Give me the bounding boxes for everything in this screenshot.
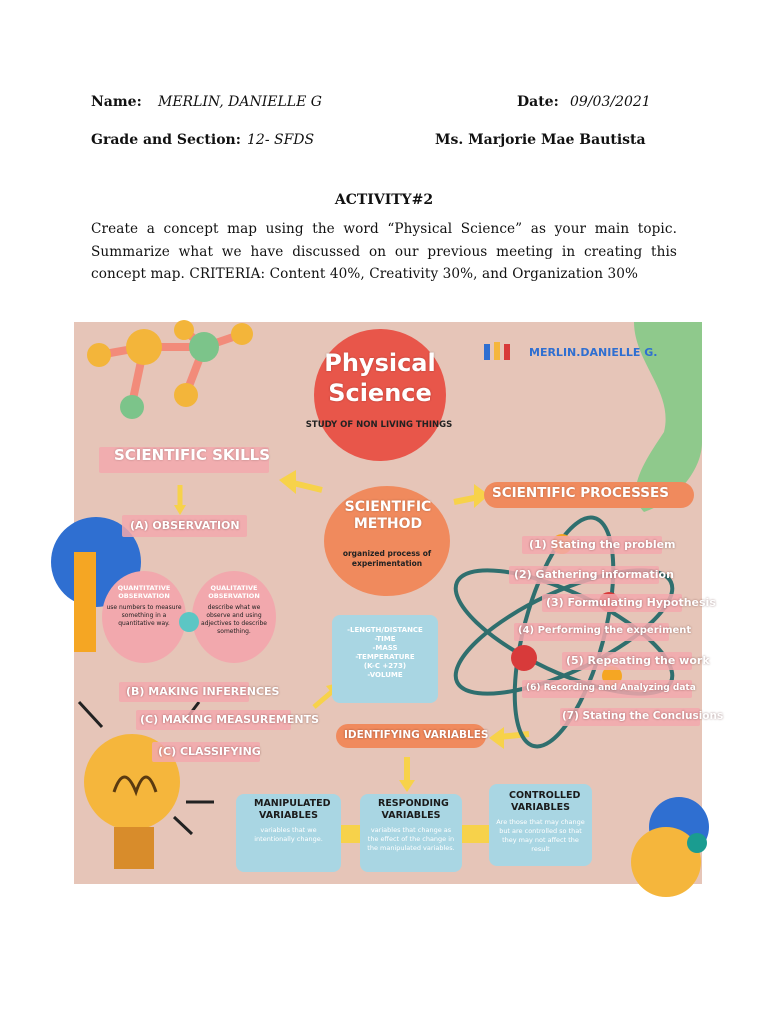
responding-title: RESPONDING VARIABLES	[378, 798, 449, 821]
grade-value: 12- SFDS	[247, 132, 315, 148]
quantitative-desc: use numbers to measure something in a quantitative way.	[106, 604, 182, 627]
name-value: MERLIN, DANIELLE G	[158, 94, 322, 110]
qualitative-desc: describe what we observe and using adjectives to describe something.	[201, 604, 267, 635]
manipulated-node	[236, 798, 341, 844]
measure-item: -LENGTH/DISTANCE	[347, 626, 423, 634]
measure-item: -TEMPERATURE	[355, 653, 415, 661]
controlled-node	[489, 790, 592, 854]
main-subtitle: STUDY OF NON LIVING THINGS	[305, 420, 453, 430]
method-line2: METHOD	[353, 516, 423, 532]
identifying-label: IDENTIFYING VARIABLES	[344, 729, 489, 741]
activity-title: ACTIVITY#2	[334, 192, 434, 208]
method-desc: organized process of experimentation	[342, 549, 432, 568]
responding-node	[360, 798, 462, 853]
manipulated-desc: variables that we intentionally change.	[254, 826, 323, 843]
process-item: (3) Formulating Hypothesis	[546, 596, 716, 609]
grade-label: Grade and Section:	[91, 132, 241, 148]
skills-title: SCIENTIFIC SKILLS	[114, 446, 270, 464]
measurements-label: (C) MAKING MEASUREMENTS	[140, 713, 320, 726]
quantitative-title: QUANTITATIVE OBSERVATION	[117, 584, 171, 600]
concept-map	[74, 322, 724, 884]
processes-title: SCIENTIFIC PROCESSES	[492, 485, 669, 501]
process-item: (7) Stating the Conclusions	[562, 710, 724, 722]
inferences-label: (B) MAKING INFERENCES	[126, 685, 280, 698]
responding-desc: variables that change as the effect of the change in the manipulated variables.	[367, 826, 455, 852]
method-title	[329, 499, 447, 533]
qualitative-node	[196, 584, 272, 636]
process-item: (2) Gathering information	[514, 568, 674, 581]
measures-list	[332, 626, 438, 680]
date-label: Date:	[517, 94, 559, 110]
controlled-title: CONTROLLED VARIABLES	[509, 790, 581, 813]
controlled-desc: Are those that may change but are controlled so that they may not affect the result	[496, 818, 585, 853]
classifying-label: (C) CLASSIFYING	[158, 745, 261, 758]
observation-label: (A) OBSERVATION	[130, 519, 240, 532]
activity-instructions: Create a concept map using the word “Physical Science” as your main topic. Summarize what we have discussed on our previous meeting in creating this concept map. CRITERIA: Content 40%, Creativity 30%, and Organization 30%	[91, 221, 677, 282]
measure-item: -TIME	[374, 635, 396, 643]
main-title-line1: Physical	[324, 349, 436, 377]
process-item: (4) Performing the experiment	[518, 625, 692, 636]
author-label: MERLIN.DANIELLE G.	[529, 346, 658, 359]
measure-item: -VOLUME	[367, 671, 403, 679]
qualitative-title: QUALITATIVE OBSERVATION	[208, 584, 260, 600]
molecule-icon	[87, 320, 253, 419]
manipulated-title: MANIPULATED VARIABLES	[254, 798, 331, 821]
date-value: 09/03/2021	[570, 94, 651, 110]
process-item: (6) Recording and Analyzing data	[526, 683, 696, 693]
quantitative-node	[106, 584, 182, 628]
teacher-name: Ms. Marjorie Mae Bautista	[435, 132, 646, 148]
measure-item: -MASS	[372, 644, 398, 652]
process-item: (1) Stating the problem	[529, 538, 676, 551]
main-title-line2: Science	[328, 379, 432, 407]
measure-item: (K-C +273)	[363, 662, 407, 670]
method-line1: SCIENTIFIC	[344, 499, 432, 515]
name-label: Name:	[91, 94, 142, 110]
main-topic-title	[319, 348, 441, 408]
process-item: (5) Repeating the work	[566, 654, 710, 667]
